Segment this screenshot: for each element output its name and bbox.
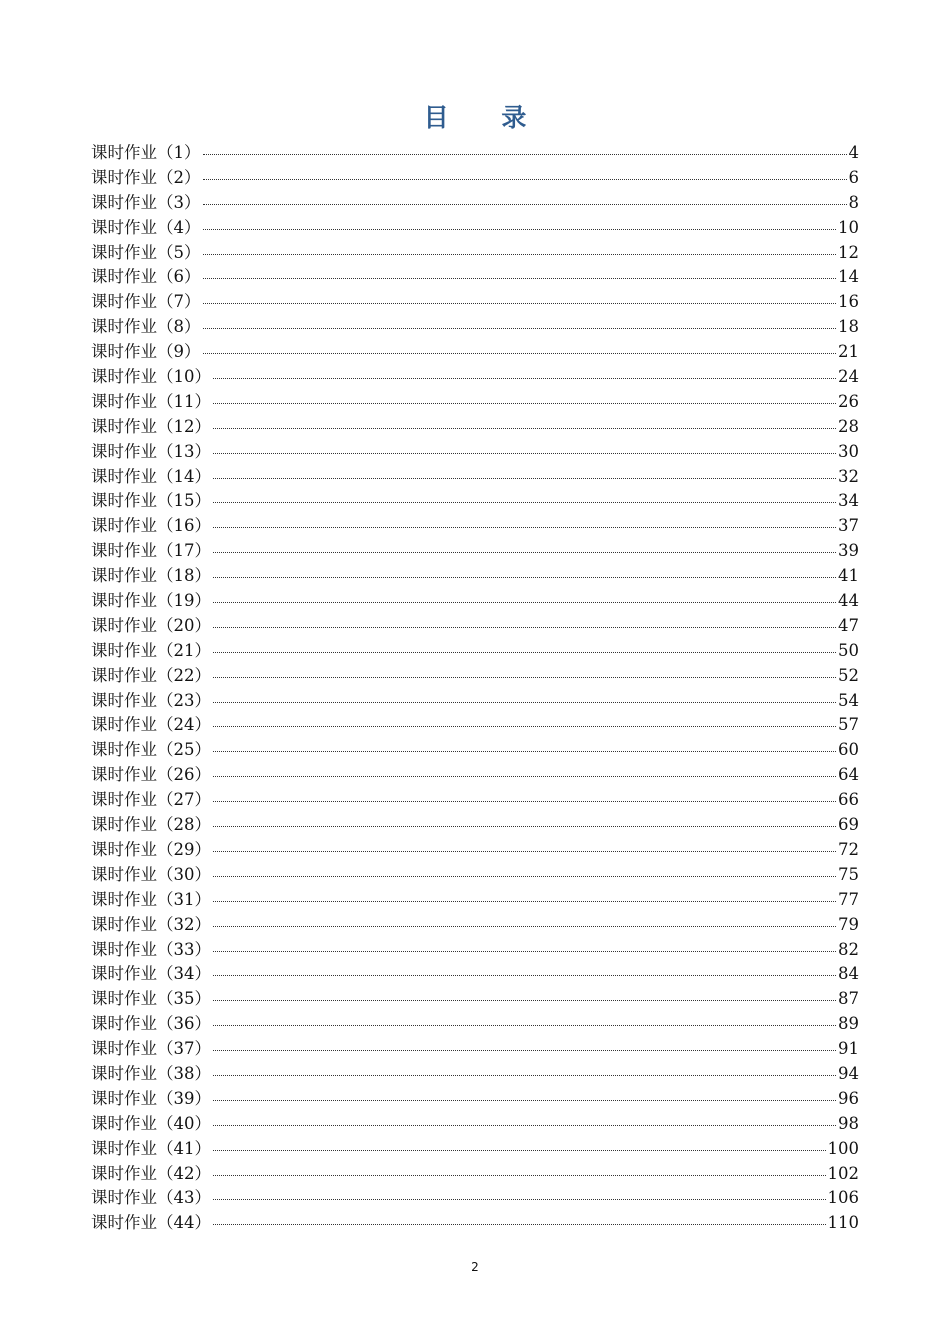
toc-entry-label: 课时作业（22） (91, 665, 211, 685)
toc-entry-page-number: 96 (838, 1088, 859, 1108)
toc-entry-label: 课时作业（14） (91, 466, 211, 486)
dot-leader (213, 701, 836, 703)
toc-entry[interactable] (91, 265, 859, 290)
toc-entry[interactable] (91, 1087, 859, 1112)
toc-entry[interactable] (91, 1186, 859, 1211)
toc-entry-page-number: 41 (838, 566, 859, 586)
dot-leader (213, 725, 836, 727)
toc-entry-page-number: 77 (838, 889, 859, 909)
toc-entry-page-number: 89 (838, 1014, 859, 1034)
toc-entry-label: 课时作业（13） (91, 441, 211, 461)
toc-entry[interactable] (91, 987, 859, 1012)
toc-entry[interactable] (91, 290, 859, 315)
toc-entry[interactable] (91, 241, 859, 266)
toc-entry[interactable] (91, 938, 859, 963)
toc-entry-page-number: 87 (838, 989, 859, 1009)
dot-leader (213, 526, 836, 528)
dot-leader (213, 999, 836, 1001)
toc-entry-page-number: 94 (838, 1063, 859, 1083)
toc-entry-page-number: 8 (848, 192, 859, 212)
dot-leader (203, 178, 847, 180)
toc-entry-page-number: 47 (838, 615, 859, 635)
toc-entry[interactable] (91, 813, 859, 838)
toc-entry[interactable] (91, 838, 859, 863)
dot-leader (213, 452, 836, 454)
toc-entry[interactable] (91, 888, 859, 913)
toc-entry-label: 课时作业（4） (91, 217, 201, 237)
dot-leader (213, 402, 836, 404)
toc-entry-page-number: 24 (838, 367, 859, 387)
toc-entry-page-number: 54 (838, 690, 859, 710)
dot-leader (213, 477, 836, 479)
toc-entry-page-number: 50 (838, 640, 859, 660)
dot-leader (213, 626, 836, 628)
toc-entry-page-number: 28 (838, 416, 859, 436)
toc-entry-label: 课时作业（35） (91, 989, 211, 1009)
toc-entry-label: 课时作业（12） (91, 416, 211, 436)
toc-entry-label: 课时作业（27） (91, 790, 211, 810)
dot-leader (213, 1174, 826, 1176)
toc-entry[interactable] (91, 639, 859, 664)
toc-entry-page-number: 75 (838, 864, 859, 884)
toc-entry-page-number: 100 (827, 1138, 859, 1158)
toc-entry-label: 课时作业（7） (91, 292, 201, 312)
toc-entry-page-number: 39 (838, 541, 859, 561)
toc-entry[interactable] (91, 614, 859, 639)
dot-leader (213, 576, 836, 578)
toc-entry[interactable] (91, 664, 859, 689)
toc-entry-label: 课时作业（19） (91, 591, 211, 611)
toc-entry-label: 课时作业（32） (91, 914, 211, 934)
toc-entry-page-number: 52 (838, 665, 859, 685)
toc-entry[interactable] (91, 489, 859, 514)
toc-entry-page-number: 66 (838, 790, 859, 810)
dot-leader (213, 1024, 836, 1026)
toc-entry-label: 课时作业（11） (91, 391, 211, 411)
toc-entry-page-number: 84 (838, 964, 859, 984)
toc-entry[interactable] (91, 440, 859, 465)
dot-leader (213, 974, 836, 976)
toc-entry[interactable] (91, 191, 859, 216)
toc-entry[interactable] (91, 1162, 859, 1187)
toc-entry-label: 课时作业（5） (91, 242, 201, 262)
toc-entry-page-number: 91 (838, 1039, 859, 1059)
toc-entry-page-number: 4 (848, 143, 859, 162)
toc-entry-page-number: 14 (838, 267, 859, 287)
toc-entry-page-number: 79 (838, 914, 859, 934)
toc-entry-label: 课时作业（28） (91, 815, 211, 835)
dot-leader (203, 203, 847, 205)
toc-entry-page-number: 82 (838, 939, 859, 959)
toc-entry[interactable] (91, 863, 859, 888)
toc-entry[interactable] (91, 713, 859, 738)
toc-entry-page-number: 12 (838, 242, 859, 262)
dot-leader (213, 1099, 836, 1101)
toc-entry[interactable] (91, 390, 859, 415)
toc-entry[interactable] (91, 1037, 859, 1062)
toc-entry-label: 课时作业（37） (91, 1039, 211, 1059)
dot-leader (213, 377, 836, 379)
toc-entry[interactable] (91, 539, 859, 564)
dot-leader (213, 1049, 836, 1051)
dot-leader (213, 551, 836, 553)
toc-entry-label: 课时作业（8） (91, 317, 201, 337)
toc-entry-label: 课时作业（21） (91, 640, 211, 660)
toc-entry-label: 课时作业（15） (91, 491, 211, 511)
dot-leader (213, 651, 836, 653)
toc-entry[interactable] (91, 514, 859, 539)
toc-list (91, 141, 859, 1236)
dot-leader (213, 501, 836, 503)
toc-entry-page-number: 32 (838, 466, 859, 486)
toc-entry-label: 课时作业（41） (91, 1138, 211, 1158)
toc-entry[interactable] (91, 962, 859, 987)
toc-entry[interactable] (91, 141, 859, 166)
dot-leader (203, 302, 837, 304)
dot-leader (213, 1198, 826, 1200)
toc-entry-label: 课时作业（36） (91, 1014, 211, 1034)
toc-entry-page-number: 60 (838, 740, 859, 760)
toc-entry-label: 课时作业（38） (91, 1063, 211, 1083)
toc-entry-page-number: 6 (848, 167, 859, 187)
toc-entry-page-number: 72 (838, 839, 859, 859)
dot-leader (213, 427, 836, 429)
toc-entry-page-number: 18 (838, 317, 859, 337)
toc-entry[interactable] (91, 589, 859, 614)
toc-entry-page-number: 10 (838, 217, 859, 237)
toc-entry-label: 课时作业（43） (91, 1188, 211, 1208)
toc-entry-label: 课时作业（3） (91, 192, 201, 212)
toc-entry[interactable] (91, 788, 859, 813)
dot-leader (213, 825, 836, 827)
toc-entry-label: 课时作业（29） (91, 839, 211, 859)
toc-entry-page-number: 69 (838, 815, 859, 835)
toc-entry-label: 课时作业（10） (91, 367, 211, 387)
toc-entry-label: 课时作业（34） (91, 964, 211, 984)
toc-entry-page-number: 34 (838, 491, 859, 511)
toc-entry[interactable] (91, 1137, 859, 1162)
dot-leader (213, 676, 836, 678)
toc-entry-label: 课时作业（39） (91, 1088, 211, 1108)
toc-entry-label: 课时作业（24） (91, 715, 211, 735)
dot-leader (203, 228, 837, 230)
dot-leader (213, 1124, 836, 1126)
toc-entry-page-number: 57 (838, 715, 859, 735)
toc-entry-page-number: 102 (827, 1163, 859, 1183)
dot-leader (213, 601, 836, 603)
toc-entry[interactable] (91, 365, 859, 390)
dot-leader (213, 800, 836, 802)
dot-leader (203, 277, 837, 279)
toc-entry[interactable] (91, 1112, 859, 1137)
toc-entry-label: 课时作业（33） (91, 939, 211, 959)
toc-entry[interactable] (91, 315, 859, 340)
dot-leader (213, 925, 836, 927)
toc-entry-label: 课时作业（26） (91, 765, 211, 785)
toc-entry[interactable] (91, 166, 859, 191)
toc-entry-label: 课时作业（20） (91, 615, 211, 635)
toc-entry-label: 课时作业（44） (91, 1213, 211, 1233)
toc-entry[interactable] (91, 564, 859, 589)
dot-leader (213, 775, 836, 777)
toc-entry-label: 课时作业（23） (91, 690, 211, 710)
toc-entry-page-number: 106 (827, 1188, 859, 1208)
toc-entry-label: 课时作业（2） (91, 167, 201, 187)
toc-entry-page-number: 64 (838, 765, 859, 785)
toc-entry-page-number: 98 (838, 1113, 859, 1133)
dot-leader (213, 750, 836, 752)
dot-leader (213, 875, 836, 877)
toc-entry-label: 课时作业（6） (91, 267, 201, 287)
toc-entry-label: 课时作业（1） (91, 143, 201, 162)
dot-leader (203, 153, 847, 155)
dot-leader (213, 950, 836, 952)
toc-entry[interactable] (91, 738, 859, 763)
toc-entry-page-number: 44 (838, 591, 859, 611)
toc-entry-label: 课时作业（17） (91, 541, 211, 561)
toc-entry-label: 课时作业（31） (91, 889, 211, 909)
toc-entry[interactable] (91, 340, 859, 365)
toc-entry-page-number: 110 (827, 1213, 859, 1233)
toc-entry-label: 课时作业（40） (91, 1113, 211, 1133)
dot-leader (213, 1074, 836, 1076)
toc-entry-page-number: 30 (838, 441, 859, 461)
toc-entry[interactable] (91, 913, 859, 938)
toc-entry-label: 课时作业（30） (91, 864, 211, 884)
dot-leader (203, 253, 837, 255)
toc-entry-label: 课时作业（9） (91, 342, 201, 362)
toc-entry[interactable] (91, 689, 859, 714)
toc-entry-page-number: 26 (838, 391, 859, 411)
dot-leader (203, 352, 837, 354)
toc-entry[interactable] (91, 763, 859, 788)
dot-leader (203, 327, 837, 329)
toc-entry[interactable] (91, 1062, 859, 1087)
toc-title: 目 录 (423, 103, 549, 132)
toc-entry-label: 课时作业（18） (91, 566, 211, 586)
toc-entry-page-number: 37 (838, 516, 859, 536)
dot-leader (213, 900, 836, 902)
dot-leader (213, 1223, 826, 1225)
page-number: 2 (471, 1260, 479, 1274)
toc-entry-page-number: 16 (838, 292, 859, 312)
toc-entry-page-number: 21 (838, 342, 859, 362)
dot-leader (213, 1149, 826, 1151)
toc-entry-label: 课时作业（16） (91, 516, 211, 536)
toc-entry-label: 课时作业（25） (91, 740, 211, 760)
toc-entry-label: 课时作业（42） (91, 1163, 211, 1183)
toc-entry[interactable] (91, 1211, 859, 1236)
toc-entry[interactable] (91, 465, 859, 490)
toc-entry[interactable] (91, 415, 859, 440)
toc-entry[interactable] (91, 1012, 859, 1037)
toc-entry[interactable] (91, 216, 859, 241)
dot-leader (213, 850, 836, 852)
